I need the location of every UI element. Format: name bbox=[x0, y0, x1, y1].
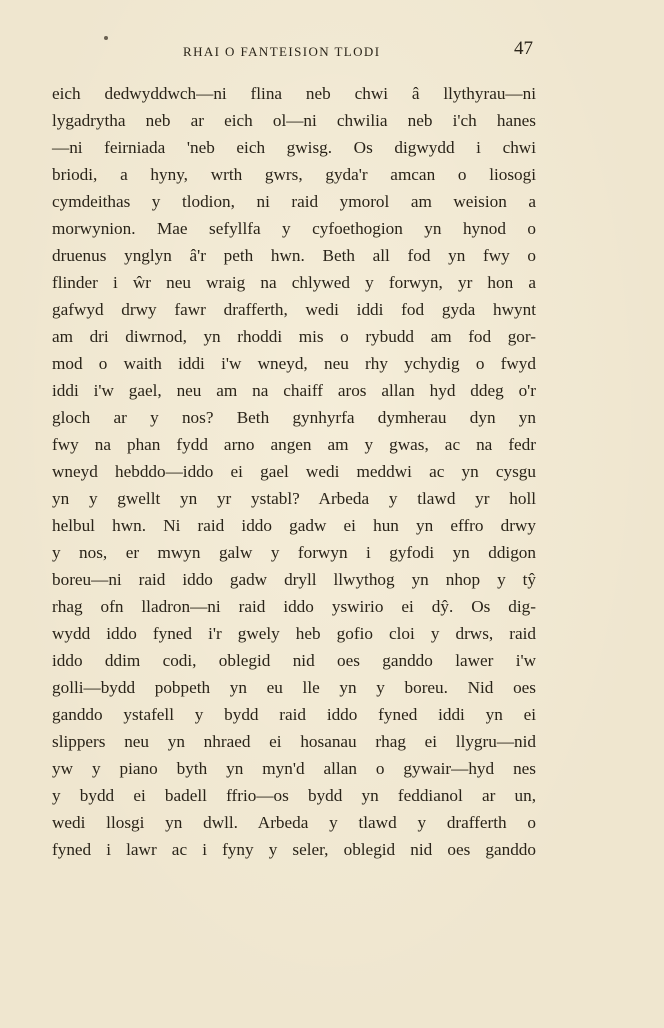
text-line: eich dedwyddwch—ni flina neb chwi â llythyrau—ni bbox=[52, 84, 536, 103]
text-line: morwynion. Mae sefyllfa y cyfoethogion yn hynod o bbox=[52, 219, 536, 238]
text-line: briodi, a hyny, wrth gwrs, gyda'r amcan o liosogi bbox=[52, 165, 536, 184]
text-line: golli—bydd pobpeth yn eu lle yn y boreu. Nid oes bbox=[52, 678, 536, 697]
text-line: mod o waith iddi i'w wneyd, neu rhy ychydig o fwyd bbox=[52, 354, 536, 373]
page-number: 47 bbox=[514, 38, 533, 59]
text-line: fyned i lawr ac i fyny y seler, oblegid nid oes ganddo bbox=[52, 840, 536, 859]
text-line: iddo ddim codi, oblegid nid oes ganddo lawer i'w bbox=[52, 651, 536, 670]
text-line: lygadrytha neb ar eich ol—ni chwilia neb i'ch hanes bbox=[52, 111, 536, 130]
text-line: gafwyd drwy fawr drafferth, wedi iddi fod gyda hwynt bbox=[52, 300, 536, 319]
page-header bbox=[55, 38, 533, 64]
text-line: fwy na phan fydd arno angen am y gwas, ac na fedr bbox=[52, 435, 536, 454]
text-line: y nos, er mwyn galw y forwyn i gyfodi yn ddigon bbox=[52, 543, 536, 562]
body-text bbox=[52, 80, 536, 863]
text-line: gloch ar y nos? Beth gynhyrfa dymherau dyn yn bbox=[52, 408, 536, 427]
text-line: am dri diwrnod, yn rhoddi mis o rybudd am fod gor- bbox=[52, 327, 536, 346]
text-line: helbul hwn. Ni raid iddo gadw ei hun yn effro drwy bbox=[52, 516, 536, 535]
text-line: cymdeithas y tlodion, ni raid ymorol am weision a bbox=[52, 192, 536, 211]
text-line: flinder i ŵr neu wraig na chlywed y forwyn, yr hon a bbox=[52, 273, 536, 292]
text-line: yw y piano byth yn myn'd allan o gywair—hyd nes bbox=[52, 759, 536, 778]
text-line: druenus ynglyn â'r peth hwn. Beth all fod yn fwy o bbox=[52, 246, 536, 265]
text-line: rhag ofn lladron—ni raid iddo yswirio ei dŷ. Os dig- bbox=[52, 597, 536, 616]
text-line: —ni feirniada 'neb eich gwisg. Os digwydd i chwi bbox=[52, 138, 536, 157]
text-line: boreu—ni raid iddo gadw dryll llwythog yn nhop y tŷ bbox=[52, 570, 536, 589]
text-line: slippers neu yn nhraed ei hosanau rhag ei llygru—nid bbox=[52, 732, 536, 751]
text-line: iddi i'w gael, neu am na chaiff aros allan hyd ddeg o'r bbox=[52, 381, 536, 400]
text-line: wneyd hebddo—iddo ei gael wedi meddwi ac yn cysgu bbox=[52, 462, 536, 481]
text-line: yn y gwellt yn yr ystabl? Arbeda y tlawd yr holl bbox=[52, 489, 536, 508]
running-title: RHAI O FANTEISION TLODI bbox=[183, 44, 381, 59]
text-line: ganddo ystafell y bydd raid iddo fyned iddi yn ei bbox=[52, 705, 536, 724]
text-line: y bydd ei badell ffrio—os bydd yn feddianol ar un, bbox=[52, 786, 536, 805]
text-line: wydd iddo fyned i'r gwely heb gofio cloi y drws, raid bbox=[52, 624, 536, 643]
text-line: wedi llosgi yn dwll. Arbeda y tlawd y drafferth o bbox=[52, 813, 536, 832]
